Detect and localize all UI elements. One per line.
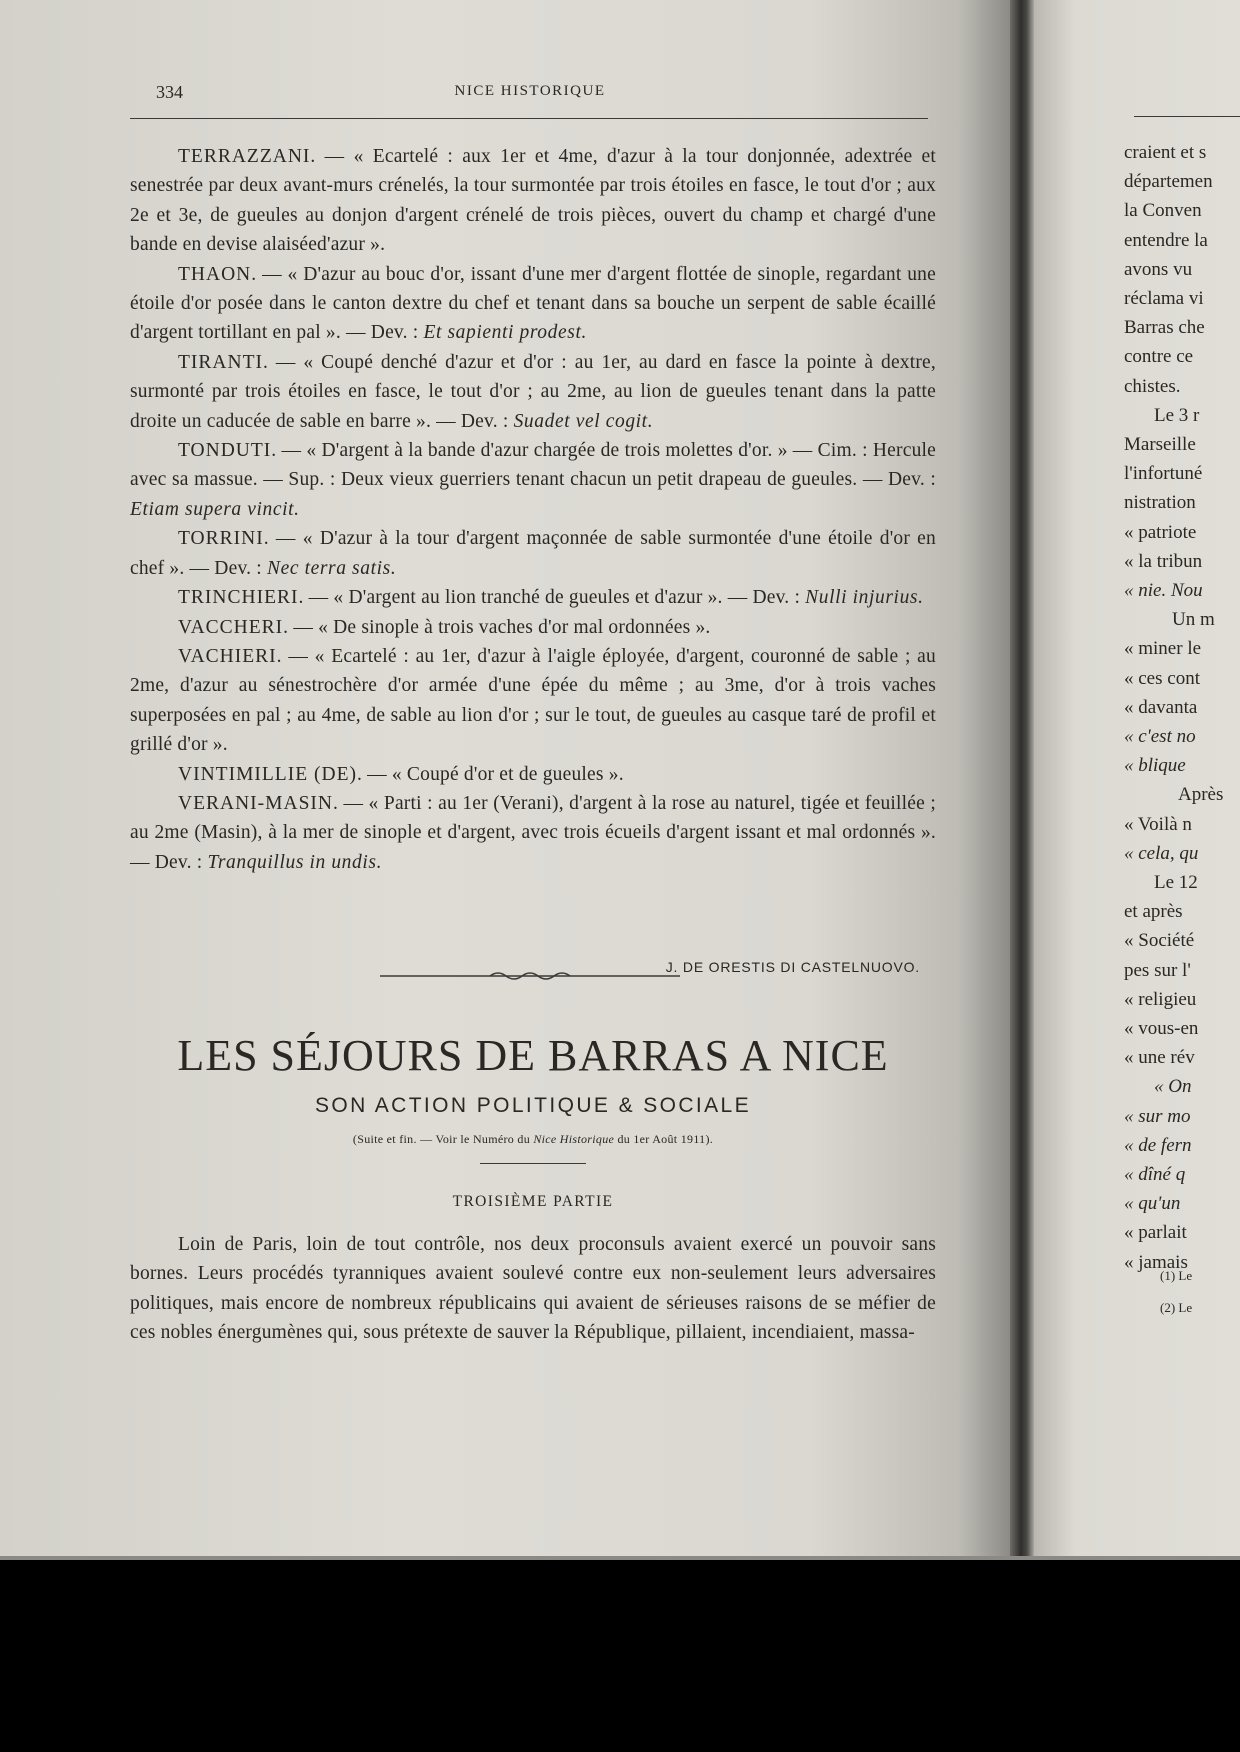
motto: Suadet vel cogit.: [513, 410, 654, 432]
family-name: TIRANTI: [178, 351, 263, 373]
blazon-text: . — « Ecartelé : au 1er, d'azur à l'aigle éployée, d'argent, couronné de sable ; au 2me, d'azur au sénestrochère d'or armée d'une épée du même ; au 3me, d'or à trois vaches superposées en pal ; au 4me, de sable au lion d'or ; sur le tout, de gueules au casque taré de profil et grillé d'or ».: [130, 645, 936, 756]
armorial-entry: [130, 260, 936, 348]
scan-background: [0, 1560, 1240, 1752]
right-page-line: « nie. Nou: [1124, 580, 1203, 601]
right-page-line: « blique: [1124, 755, 1186, 777]
armorial-entry: [130, 760, 936, 789]
blazon-text: . — « Ecartelé : aux 1er et 4me, d'azur à la tour donjonnée, adextrée et senestrée par deux avant-murs crénelés, la tour surmontée par trois étoiles en fasce, le tout d'or ; aux 2e et 3e, de gueules au donjon d'argent crénelé de trois pièces, ouvert du champ et chargé d'une bande en devise alaiséed'azur ».: [130, 146, 936, 256]
section-rule: [480, 1163, 586, 1164]
right-page-line: « de fern: [1124, 1134, 1192, 1156]
family-name: VINTIMILLIE (DE): [178, 763, 357, 785]
article-title: LES SÉJOURS DE BARRAS A NICE: [177, 1031, 889, 1080]
right-page-line: Après: [1178, 784, 1224, 806]
right-page-line: réclama vi: [1124, 288, 1204, 309]
armorial-entry: [130, 348, 936, 436]
right-page-line: « jamais: [1124, 1251, 1188, 1273]
running-head: [130, 82, 930, 106]
part-heading: TROISIÈME PARTIE: [452, 1193, 614, 1210]
note-prefix: (Suite et fin. — Voir le Numéro du: [352, 1132, 530, 1146]
right-page-line: « cela, qu: [1124, 842, 1199, 864]
right-page-line: nistration: [1124, 492, 1196, 514]
right-page-line: départemen: [1124, 171, 1213, 193]
right-page-line: « dîné q: [1124, 1164, 1186, 1185]
book-gutter: [1010, 0, 1034, 1560]
right-page-line: Le 3 r: [1154, 404, 1200, 426]
armorial-entry: [130, 583, 936, 612]
right-page-line: Le 12: [1154, 872, 1198, 893]
right-page-line: avons vu: [1124, 258, 1193, 280]
right-page-line: « c'est no: [1124, 726, 1196, 747]
blazon-text: . — « De sinople à trois vaches d'or mal ordonnées ».: [283, 616, 711, 638]
right-page-line: l'infortuné: [1124, 463, 1203, 485]
right-page: [1034, 0, 1240, 1560]
armorial-entry: [130, 613, 936, 642]
armorial-entry: [130, 642, 936, 760]
right-page-line: pes sur l': [1124, 959, 1191, 981]
motto: Nulli injurius.: [805, 587, 924, 609]
page-number: 334: [156, 82, 183, 102]
family-name: VERANI-MASIN: [178, 792, 333, 814]
blazon-text: . — « D'azur à la tour d'argent maçonnée de sable surmontée d'une étoile d'or en chef ». — Dev. :: [130, 528, 936, 579]
armorial-entries: [130, 142, 936, 877]
right-page-line: la Conven: [1124, 200, 1202, 222]
motto: Etiam supera vincit.: [130, 498, 300, 520]
right-page-line: « sur mo: [1124, 1105, 1191, 1127]
right-page-line: « davanta: [1124, 696, 1198, 718]
body-paragraph: Loin de Paris, loin de tout contrôle, nos deux proconsuls avaient exercé un pouvoir sans bornes. Leurs procédés tyranniques avaient soulevé contre eux non-seulement leurs adversaires politiques, mais encore de nombreux républicains qui avaient de sérieuses raisons de se méfier de ces nobles énergumènes qui, sous prétexte de sauver la République, pillaient, incendiaient, massa-: [130, 1234, 936, 1344]
continuation-note: [130, 1132, 936, 1147]
family-name: TONDUTI: [178, 440, 272, 462]
armorial-entry: [130, 789, 936, 877]
motto: Tranquillus in undis.: [207, 851, 383, 873]
article-subtitle: SON ACTION POLITIQUE & SOCIALE: [314, 1094, 752, 1117]
right-page-line: « religieu: [1124, 988, 1197, 1010]
right-page-line: « une rév: [1124, 1047, 1195, 1069]
right-page-line: entendre la: [1124, 229, 1208, 251]
family-name: TERRAZZANI: [178, 146, 311, 167]
right-page-line: chistes.: [1124, 375, 1181, 397]
right-page-line: Barras che: [1124, 317, 1205, 339]
armorial-entry: [130, 142, 936, 260]
right-page-line: contre ce: [1124, 346, 1194, 368]
family-name: VACCHERI: [178, 616, 284, 638]
right-page-line: « qu'un: [1124, 1193, 1181, 1215]
right-page-line: « la tribun: [1124, 550, 1203, 572]
family-name: TRINCHIERI: [178, 587, 299, 609]
family-name: TORRINI: [178, 528, 264, 550]
right-page-line: « patriote: [1124, 521, 1197, 543]
right-page-line: « miner le: [1124, 638, 1202, 660]
right-page-line: « Société: [1124, 930, 1195, 952]
blazon-text: . — « Coupé d'or et de gueules ».: [356, 763, 624, 785]
right-page-line: Un m: [1172, 609, 1215, 631]
running-title: NICE HISTORIQUE: [454, 83, 606, 99]
armorial-entry: [130, 436, 936, 524]
right-page-line: Marseille: [1124, 434, 1196, 455]
family-name: VACHIERI: [178, 645, 277, 667]
blazon-text: . — « Parti : au 1er (Verani), d'argent à la rose au naturel, tigée et feuillée ; au 2me (Masin), à la mer de sinople et d'argent, avec trois écueils d'argent issant et mal ordonnés ». — Dev. :: [130, 792, 936, 873]
motto: Et sapienti prodest.: [423, 322, 587, 344]
family-name: THAON: [178, 263, 252, 285]
right-page-line: craient et s: [1124, 142, 1207, 163]
right-page-line: (2) Le: [1160, 1300, 1193, 1315]
right-page-line: « On: [1154, 1076, 1192, 1098]
blazon-text: . — « D'azur au bouc d'or, issant d'une mer d'argent flottée de sinople, regardant une étoile d'or posée dans le canton dextre du chef et tenant dans sa bouche un serpent de sable écaillé d'argent tortillant en pal ». — Dev. :: [130, 263, 936, 344]
right-page-line: « Voilà n: [1124, 813, 1192, 835]
right-header-rule: [1134, 116, 1240, 117]
note-suffix: du 1er Août 1911).: [617, 1132, 714, 1146]
header-rule: [130, 118, 928, 119]
armorial-entry: [130, 524, 936, 583]
right-page-line: « parlait: [1124, 1222, 1187, 1244]
blazon-text: . — « D'argent à la bande d'azur chargée de trois molettes d'or. » — Cim. : Hercule avec sa massue. — Sup. : Deux vieux guerriers tenant chacun un petit drapeau de gueules. — Dev. :: [130, 440, 936, 491]
right-page-line: (1) Le: [1160, 1268, 1193, 1283]
blazon-text: . — « Coupé denché d'azur et d'or : au 1er, au dard en fasce la pointe à dextre, surmonté par trois étoiles en fasce, le tout d'or ; au 2me, au lion de gueules tenant dans la patte droite un caducée de sable en barre ». — Dev. :: [130, 351, 936, 432]
right-page-line: et après: [1124, 901, 1183, 923]
author-signature: J. DE ORESTIS DI CASTELNUOVO.: [665, 959, 920, 975]
right-page-line: « ces cont: [1124, 667, 1200, 689]
motto: Nec terra satis.: [266, 557, 397, 579]
blazon-text: . — « D'argent au lion tranché de gueules et d'azur ». — Dev. :: [298, 587, 801, 609]
right-page-line: « vous-en: [1124, 1018, 1199, 1039]
note-journal: Nice Historique: [533, 1132, 615, 1146]
